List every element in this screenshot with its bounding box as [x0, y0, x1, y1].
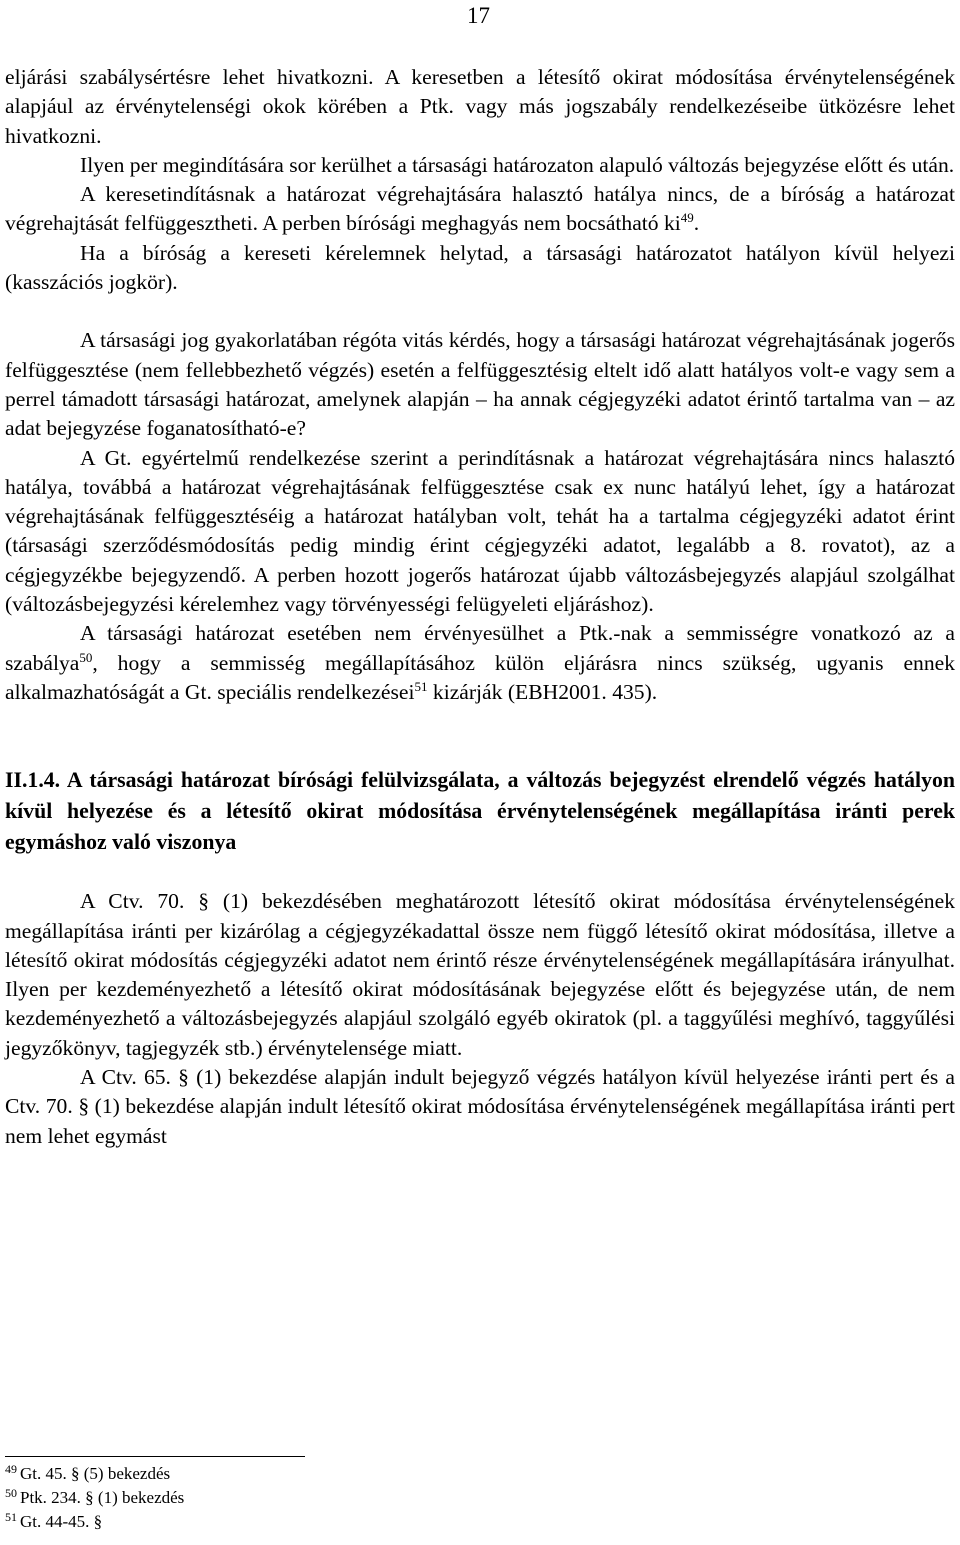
footnote-ref-50[interactable]: 50 [79, 649, 93, 665]
section-spacer [5, 707, 955, 743]
paragraph-2: Ilyen per megindítására sor kerülhet a társasági határozaton alapuló változás bejegyzése előtt és után. [80, 152, 955, 177]
document-body [5, 63, 955, 1151]
footnote-separator [5, 1456, 305, 1457]
footnote-51 [5, 1510, 605, 1534]
footnote-49 [5, 1462, 605, 1486]
paragraph-4: Ha a bíróság a kereseti kérelemnek helytad, a társasági határozatot hatályon kívül helyezi (kasszációs jogkör). [5, 240, 955, 295]
paragraph-3-text: A keresetindításnak a határozat végrehajtására halasztó hatálya nincs, de a bíróság a határozat végrehajtását felfüggesztheti. A perben bírósági meghagyás nem bocsátható ki [5, 182, 955, 236]
footnotes [5, 1462, 605, 1534]
paragraph-7-text-c: kizárják (EBH2001. 435). [427, 679, 658, 704]
paragraph-3 [5, 180, 955, 239]
paragraph-3-end: . [693, 211, 700, 236]
paragraph-6: A Gt. egyértelmű rendelkezése szerint a perindításnak a határozat végrehajtására nincs halasztó hatálya, továbbá a határozat végrehajtásának felfüggesztése csak ex nunc hatályú lehet, így a határozat végrehajtásának felfüggesztéséig a határozat hatályban volt, tehát ha a tartalma cégjegyzéki adatot érint (társasági szerződésmódosítás pedig mindig érint cégjegyzéki adatot, legalább a 8. rovatot), az a cégjegyzékbe bejegyzendő. A perben hozott jogerős határozat újabb változásbejegyzés alapjául szolgálhat (változásbejegyzési kérelemhez vagy törvényességi felügyeleti eljáráshoz). [5, 445, 955, 617]
section-spacer [5, 743, 955, 765]
footnote-text: Ptk. 234. § (1) bekezdés [20, 1488, 185, 1507]
footnote-number: 50 [5, 1486, 17, 1500]
footnote-50 [5, 1486, 605, 1510]
page-number: 17 [467, 3, 490, 28]
paragraph-5: A társasági jog gyakorlatában régóta vitás kérdés, hogy a társasági határozat végrehajtásának jogerős felfüggesztése (nem fellebbezhető végzés) esetén a felfüggesztésig eltelt idő alatt hatályos volt-e vagy sem a perrel támadott társasági határozat, amelynek alapján – ha annak cégjegyzéki adatot érintő tartalma van – az adat bejegyzése foganatosítható-e? [5, 328, 955, 441]
footnote-text: Gt. 45. § (5) bekezdés [20, 1464, 171, 1483]
paragraph-8: A Ctv. 70. § (1) bekezdésében meghatározott létesítő okirat módosítása érvénytelenségének megállapítása iránti per kizárólag a cégjegyzékadattal össze nem függő létesítő okirat módosítása, illetve a létesítő okirat módosítás cégjegyzéki adatot nem érintő része érvénytelenségének megállapítására irányulhat. Ilyen per kezdeményezhető a létesítő okirat módosításának bejegyzése előtt és bejegyzése után, de nem kezdeményezhető a változásbejegyzés alapjául szolgáló egyéb okiratok (pl. a taggyűlési meghívó, taggyűlési jegyzőkönyv, tagjegyzék stb.) érvénytelensége miatt. [5, 889, 955, 1060]
paragraph-1: eljárási szabálysértésre lehet hivatkozni. A keresetben a létesítő okirat módosítása érvénytelenségének alapjául az érvénytelenségi okok körében a Ptk. vagy más jogszabály rendelkezéseibe ütközésre lehet hivatkozni. [5, 65, 955, 148]
footnote-text: Gt. 44-45. § [20, 1512, 103, 1531]
paragraph-9: A Ctv. 65. § (1) bekezdése alapján indult bejegyző végzés hatályon kívül helyezése iránti pert és a Ctv. 70. § (1) bekezdése alapján indult létesítő okirat módosítása érvénytelenségének megállapítása iránti pert nem lehet egymást [5, 1065, 955, 1148]
paragraph-7-text-b: , hogy a semmisség megállapításához külön eljárásra nincs szükség, ugyanis ennek alkalmazhatóságát a Gt. speciális rendelkezései [5, 650, 955, 704]
footnote-number: 51 [5, 1510, 17, 1524]
paragraph-7-text-a: A társasági határozat esetében nem érvényesülhet a Ptk.-nak a semmisségre vonatkozó az a szabálya [5, 621, 955, 675]
paragraph-7 [5, 619, 955, 707]
footnote-number: 49 [5, 1462, 17, 1476]
section-heading: II.1.4. A társasági határozat bírósági felülvizsgálata, a változás bejegyzést elrendelő végzés hatályon kívül helyezése és a létesítő okirat módosítása érvénytelenségének megállapítása iránti perek egymáshoz való viszonya [5, 768, 955, 855]
footnote-ref-51[interactable]: 51 [414, 678, 428, 694]
footnote-ref-49[interactable]: 49 [680, 210, 694, 226]
paragraph-spacer [5, 297, 955, 326]
section-spacer [5, 858, 955, 887]
